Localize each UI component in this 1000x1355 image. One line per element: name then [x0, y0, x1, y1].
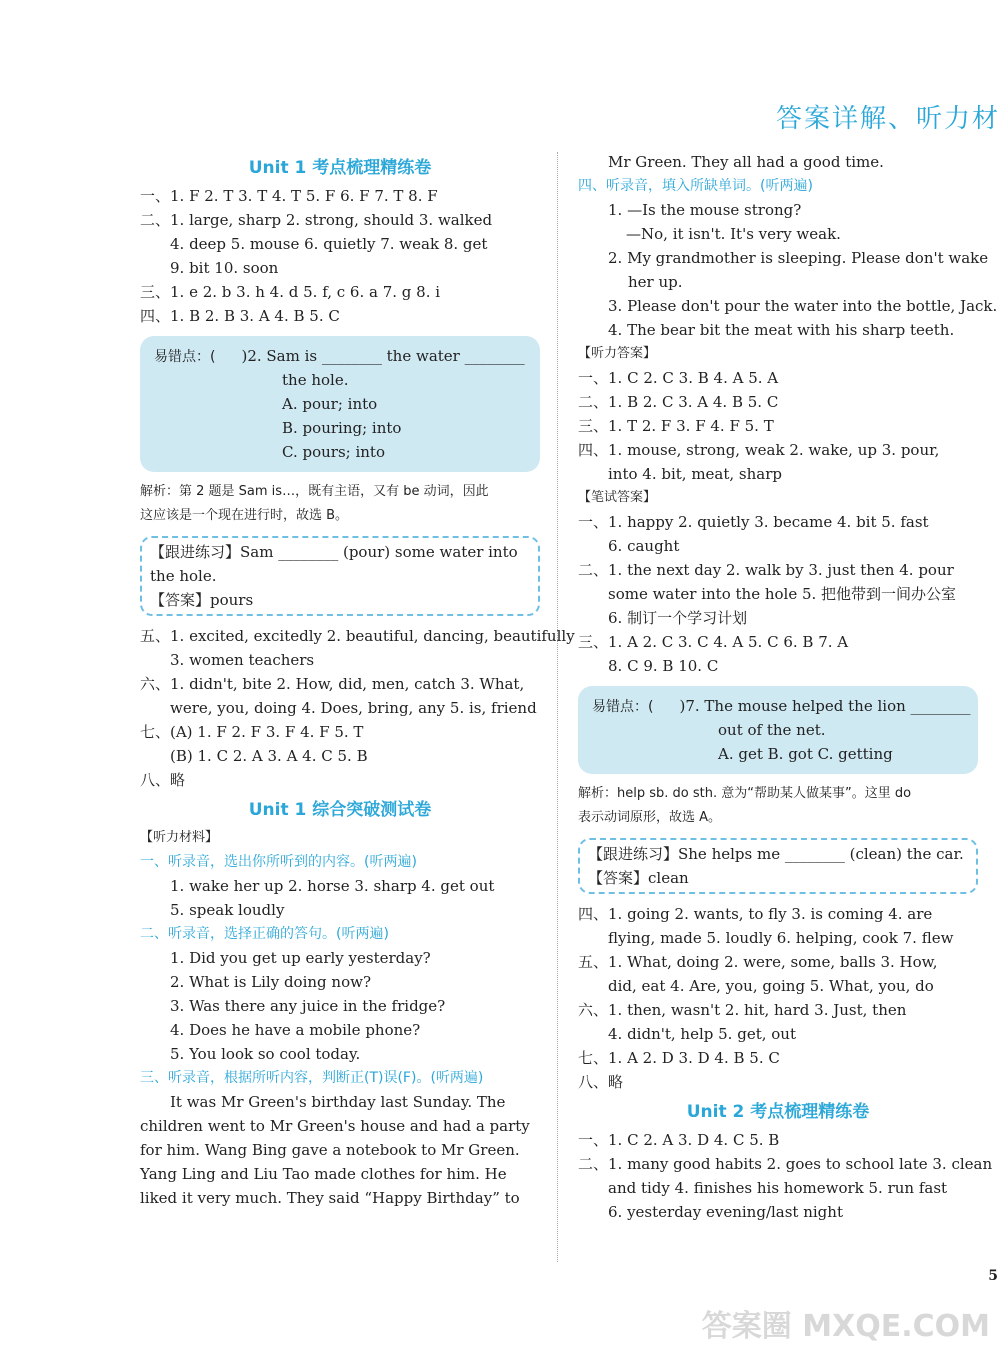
follow-up-box — [140, 536, 540, 616]
answer-line: 4. didn't, help 5. get, out — [608, 1025, 796, 1043]
listening-line: 4. Does he have a mobile phone? — [170, 1021, 421, 1039]
answer-line: 二、1. many good habits 2. goes to school late 3. clean — [578, 1155, 993, 1173]
listening-line: —No, it isn't. It's very weak. — [626, 225, 841, 243]
follow-up-box — [578, 838, 978, 894]
answer-line: 六、1. then, wasn't 2. hit, hard 3. Just, then — [578, 1001, 907, 1019]
passage-line: children went to Mr Green's house and had a party — [140, 1117, 530, 1135]
error-label: 易错点：( — [154, 349, 216, 365]
option-c: C. pours; into — [282, 443, 385, 461]
listening-line: 5. speak loudly — [170, 901, 285, 919]
listening-line: 3. Was there any juice in the fridge? — [170, 997, 446, 1015]
answer-line: 9. bit 10. soon — [170, 259, 279, 277]
error-question: )2. Sam is ________ the water ________ — [241, 347, 525, 365]
section-heading: 二、听录音，选择正确的答句。(听两遍) — [140, 926, 389, 942]
answer-line: 6. yesterday evening/last night — [608, 1203, 843, 1221]
follow-up-question: 【跟进练习】She helps me ________ (clean) the car. — [588, 845, 964, 863]
answer-line: 四、1. going 2. wants, to fly 3. is coming 4. are — [578, 905, 933, 923]
answer-line: 四、1. B 2. B 3. A 4. B 5. C — [140, 307, 340, 325]
follow-up-question: the hole. — [150, 567, 217, 585]
answer-line: 二、1. large, sharp 2. strong, should 3. walked — [140, 211, 493, 229]
answer-line: 6. 制订一个学习计划 — [608, 609, 748, 627]
passage-line: liked it very much. They said “Happy Birthday” to — [140, 1189, 520, 1207]
answer-line: were, you, doing 4. Does, bring, any 5. is, friend — [170, 699, 537, 717]
column-divider — [557, 152, 558, 1262]
answer-line: 二、1. B 2. C 3. A 4. B 5. C — [578, 393, 779, 411]
error-label: 易错点：( — [592, 699, 654, 715]
written-answer-label: 【笔试答案】 — [578, 490, 657, 505]
answer-line: 3. women teachers — [170, 651, 315, 669]
answer-line: some water into the hole 5. 把他带到一间办公室 — [608, 585, 957, 603]
listening-line: 2. What is Lily doing now? — [170, 973, 371, 991]
answer-line: into 4. bit, meat, sharp — [608, 465, 783, 483]
answer-line: 四、1. mouse, strong, weak 2. wake, up 3. pour, — [578, 441, 940, 459]
answer-line: did, eat 4. Are, you, going 5. What, you, do — [608, 977, 934, 995]
analysis: 解析：help sb. do sth. 意为“帮助某人做某事”。这里 do — [578, 786, 912, 801]
listening-label: 【听力材料】 — [140, 830, 219, 845]
watermark-logo: 答案圈 MXQE.COM — [701, 1309, 990, 1344]
unit2-title: Unit 2 考点梳理精练卷 — [686, 1102, 870, 1122]
option-a: A. pour; into — [282, 395, 378, 413]
follow-up-answer: 【答案】pours — [150, 591, 254, 609]
right-column — [578, 150, 998, 1224]
answer-line: 七、1. A 2. D 3. D 4. B 5. C — [578, 1049, 780, 1067]
error-point-box — [578, 686, 978, 774]
passage-line: Mr Green. They all had a good time. — [608, 153, 884, 171]
analysis: 解析：第 2 题是 Sam is…，既有主语，又有 be 动词，因此 — [140, 484, 489, 499]
answer-line: 二、1. the next day 2. walk by 3. just then 4. pour — [578, 561, 954, 579]
page-number: 5 — [988, 1268, 998, 1284]
listening-line: 3. Please don't pour the water into the bottle, Jack. — [608, 297, 998, 315]
section-heading: 三、听录音，根据所听内容，判断正(T)误(F)。(听两遍) — [140, 1070, 484, 1086]
listening-line: 1. Did you get up early yesterday? — [170, 949, 431, 967]
answer-line: 4. deep 5. mouse 6. quietly 7. weak 8. get — [170, 235, 488, 253]
answer-line: 八、略 — [578, 1073, 624, 1091]
follow-up-answer: 【答案】clean — [588, 869, 689, 887]
answer-line: 六、1. didn't, bite 2. How, did, men, catch 3. What, — [140, 675, 525, 693]
answer-line: 一、1. C 2. A 3. D 4. C 5. B — [578, 1131, 780, 1149]
follow-up-question: 【跟进练习】Sam ________ (pour) some water into — [150, 543, 518, 561]
answer-line: 八、略 — [140, 771, 186, 789]
answer-line: 8. C 9. B 10. C — [608, 657, 719, 675]
analysis: 表示动词原形，故选 A。 — [578, 810, 722, 825]
section-heading: 四、听录音，填入所缺单词。(听两遍) — [578, 178, 813, 194]
error-question-cont: out of the net. — [718, 721, 826, 739]
listening-answer-label: 【听力答案】 — [578, 346, 657, 361]
answer-line: 三、1. A 2. C 3. C 4. A 5. C 6. B 7. A — [578, 633, 849, 651]
answer-line: 五、1. What, doing 2. were, some, balls 3. How, — [578, 953, 938, 971]
passage-line: for him. Wang Bing gave a notebook to Mr Green. — [140, 1141, 520, 1159]
options: A. get B. got C. getting — [718, 745, 893, 763]
unit1-test-title: Unit 1 综合突破测试卷 — [248, 800, 432, 820]
passage-line: Yang Ling and Liu Tao made clothes for him. He — [140, 1165, 507, 1183]
error-question: )7. The mouse helped the lion ________ — [679, 697, 971, 715]
answer-line: 一、1. happy 2. quietly 3. became 4. bit 5. fast — [578, 513, 929, 531]
section-heading: 一、听录音，选出你所听到的内容。(听两遍) — [140, 854, 417, 870]
answer-line: 三、1. e 2. b 3. h 4. d 5. f, c 6. a 7. g 8. i — [140, 283, 441, 301]
listening-line: 2. My grandmother is sleeping. Please don't wake — [608, 249, 989, 267]
answer-line: (B) 1. C 2. A 3. A 4. C 5. B — [170, 747, 368, 765]
left-column — [140, 150, 575, 1210]
answer-line: and tidy 4. finishes his homework 5. run fast — [608, 1179, 948, 1197]
answer-line: 三、1. T 2. F 3. F 4. F 5. T — [578, 417, 774, 435]
listening-line: 4. The bear bit the meat with his sharp teeth. — [608, 321, 955, 339]
option-b: B. pouring; into — [282, 419, 402, 437]
unit1-title: Unit 1 考点梳理精练卷 — [248, 158, 432, 178]
listening-line: 1. —Is the mouse strong? — [608, 201, 802, 219]
error-question-cont: the hole. — [282, 371, 349, 389]
listening-line: 1. wake her up 2. horse 3. sharp 4. get out — [170, 877, 495, 895]
answer-line: 七、(A) 1. F 2. F 3. F 4. F 5. T — [140, 723, 364, 741]
answer-line: flying, made 5. loudly 6. helping, cook 7. flew — [608, 929, 954, 947]
error-point-box — [140, 336, 540, 472]
header-title: 答案详解、听力材 — [775, 104, 1000, 134]
answer-line: 一、1. C 2. C 3. B 4. A 5. A — [578, 369, 779, 387]
answer-line: 6. caught — [608, 537, 680, 555]
answer-line: 一、1. F 2. T 3. T 4. T 5. F 6. F 7. T 8. F — [140, 187, 438, 205]
listening-line: 5. You look so cool today. — [170, 1045, 361, 1063]
listening-line: her up. — [628, 273, 683, 291]
answer-line: 五、1. excited, excitedly 2. beautiful, dancing, beautifully — [140, 627, 575, 645]
analysis: 这应该是一个现在进行时，故选 B。 — [140, 508, 349, 523]
passage-line: It was Mr Green's birthday last Sunday. The — [170, 1093, 506, 1111]
